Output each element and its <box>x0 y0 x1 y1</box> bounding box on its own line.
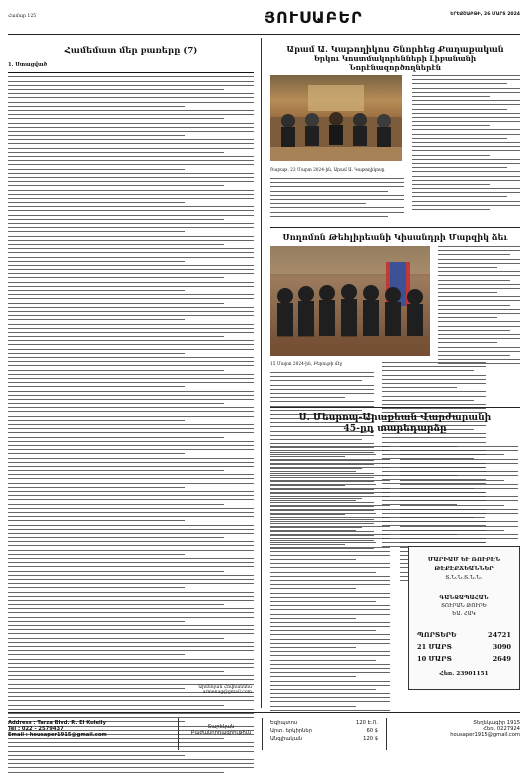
ad-price-value-1: 24721 <box>488 631 511 639</box>
top-story-bottom-rule <box>270 227 520 228</box>
meeting-room-illustration <box>270 75 402 161</box>
top-story-photo <box>270 75 402 161</box>
office-subtitle: ՏՈՒՐԱՆ ԹՈՒՐԵ <box>441 603 487 609</box>
office-subtitle-2: ԵԱ. ՀԱԿ <box>452 611 476 617</box>
top-story <box>270 38 520 224</box>
top-story-title-line2: Երկու Կոստմակորենների Լիբանանի Նորէնազործողներէն <box>313 54 477 72</box>
top-story-title-line1: Արամ Ա. Կաթողիկոս Շնորհեց Քաղաքական <box>286 44 504 54</box>
mid-story-right-text <box>438 246 520 367</box>
footer-email: Email : housaper1915@gmail.com <box>8 732 107 738</box>
footer-price-value-2: 60 $ <box>366 728 378 734</box>
footer-right-line-3: housaper1915@gmail.com <box>450 732 520 738</box>
logo-text: ՅՈՒՍԱԲԵՐ <box>264 8 363 27</box>
ad-price-value-3: 2649 <box>492 655 511 663</box>
masthead-rule <box>8 34 520 35</box>
footer-divider-2 <box>262 718 263 750</box>
anniversary-col-1 <box>270 446 390 714</box>
footer-top-rule <box>8 712 520 713</box>
anniversary-title-line1: Ս. Մեսրոպ-Արաքեան Վարժարանի <box>298 412 492 423</box>
mid-story-caption: 15 Մարտ 2024-ին, Բերութի մէջ <box>270 362 343 367</box>
left-article-title: Համեմատ մեր բառերը (7) <box>64 46 198 56</box>
left-article <box>8 38 254 708</box>
advertisement-box <box>408 546 520 690</box>
masthead-date: ԵՐԵՔՇԱԲԹԻ, 26 ՄԱՐՏ 2024 <box>450 12 520 17</box>
mid-story-title: Սողոմոն Թեհլիրեանի Կիսանդրի Մարզիկ ձեւ <box>282 232 508 242</box>
footer-price-label-3: Անգլիական <box>270 736 303 742</box>
footer-divider-3 <box>386 718 387 750</box>
signature-email: armenag@gmail.com <box>202 690 252 695</box>
ad-phone: Հեռ. 23901151 <box>439 671 489 677</box>
footer-address-block <box>8 720 173 746</box>
ceremony-photo-illustration <box>270 246 430 356</box>
mid-story <box>270 230 520 358</box>
ad-price-value-2: 3090 <box>492 643 511 651</box>
anniversary-story <box>270 410 520 710</box>
mid-story-bottom-rule <box>270 407 520 408</box>
footer-price-label-1: Եգիպտոս <box>270 720 298 726</box>
anniversary-title-line2: 45-ըդ տարեդարձը <box>343 423 447 434</box>
main-column-divider <box>261 38 262 708</box>
footer-right-line-2: Հեռ. 0227924 <box>483 726 520 732</box>
footer-price-label-2: Արտ. երկիրներ <box>270 728 312 734</box>
ad-line-1: ՄԱՐԻԱՄ ԵՒ ՌՈՒԲԷՆ <box>427 557 501 563</box>
signature-name: Արմենյան Հովհաննես <box>198 685 252 690</box>
footer-divider-1 <box>178 718 179 750</box>
footer-subscription-block <box>186 720 256 746</box>
ad-price-row-1 <box>417 631 511 641</box>
top-story-caption: Շաբաթ, 23 Մարտ 2024-ին, Արամ Ա. Կաթողիկոսը <box>270 168 385 173</box>
ad-price-row-3 <box>417 655 511 665</box>
left-body-text-1 <box>8 72 254 776</box>
footer-subscription-subtitle: Բաժանորդագրութիւն <box>190 730 252 736</box>
footer <box>8 718 520 750</box>
ad-price-label-3: 10 ՄԱՐՏ <box>417 655 452 663</box>
newspaper-logo <box>264 8 363 28</box>
masthead-left-text: Համար 125 <box>8 14 37 19</box>
footer-price-row-2 <box>270 728 378 736</box>
footer-phone: Tel : 022 - 2579437 <box>8 726 64 732</box>
footer-right-block <box>394 720 520 746</box>
left-article-subtitle: 1. Ստացված <box>8 62 48 68</box>
ad-price-label-2: 21 ՄԱՐՏ <box>417 643 452 651</box>
footer-price-row-1 <box>270 720 378 728</box>
ad-line-3: Տ.Ն.Ն.Տ.Ն.Ն. <box>445 575 483 581</box>
footer-price-value-3: 120 $ <box>363 736 378 742</box>
left-signature-block <box>198 685 252 695</box>
top-story-left-text <box>270 178 404 220</box>
ad-price-row-2 <box>417 643 511 653</box>
masthead <box>8 8 520 28</box>
footer-address: Address : Tarza Blvd. R. El Koleily <box>8 720 106 726</box>
footer-price-block <box>270 720 378 746</box>
top-story-right-text <box>412 75 520 213</box>
footer-subscription-title: Տարեկան <box>207 724 235 730</box>
footer-price-row-3 <box>270 736 378 744</box>
mid-story-photo <box>270 246 430 356</box>
ad-price-label-1: ՊՈՐՏԵՐԵ <box>417 631 457 639</box>
footer-price-value-1: 120 Է.Ո. <box>356 720 378 726</box>
office-title: ԳԱՆՁԱՊԱՀԱՆ <box>439 595 489 601</box>
ad-line-2: ԹԷՔԷՔՃԵԱՆՆԵՐ <box>434 566 494 572</box>
footer-right-line-1: Տեղեկագիր 1915 <box>473 720 520 726</box>
